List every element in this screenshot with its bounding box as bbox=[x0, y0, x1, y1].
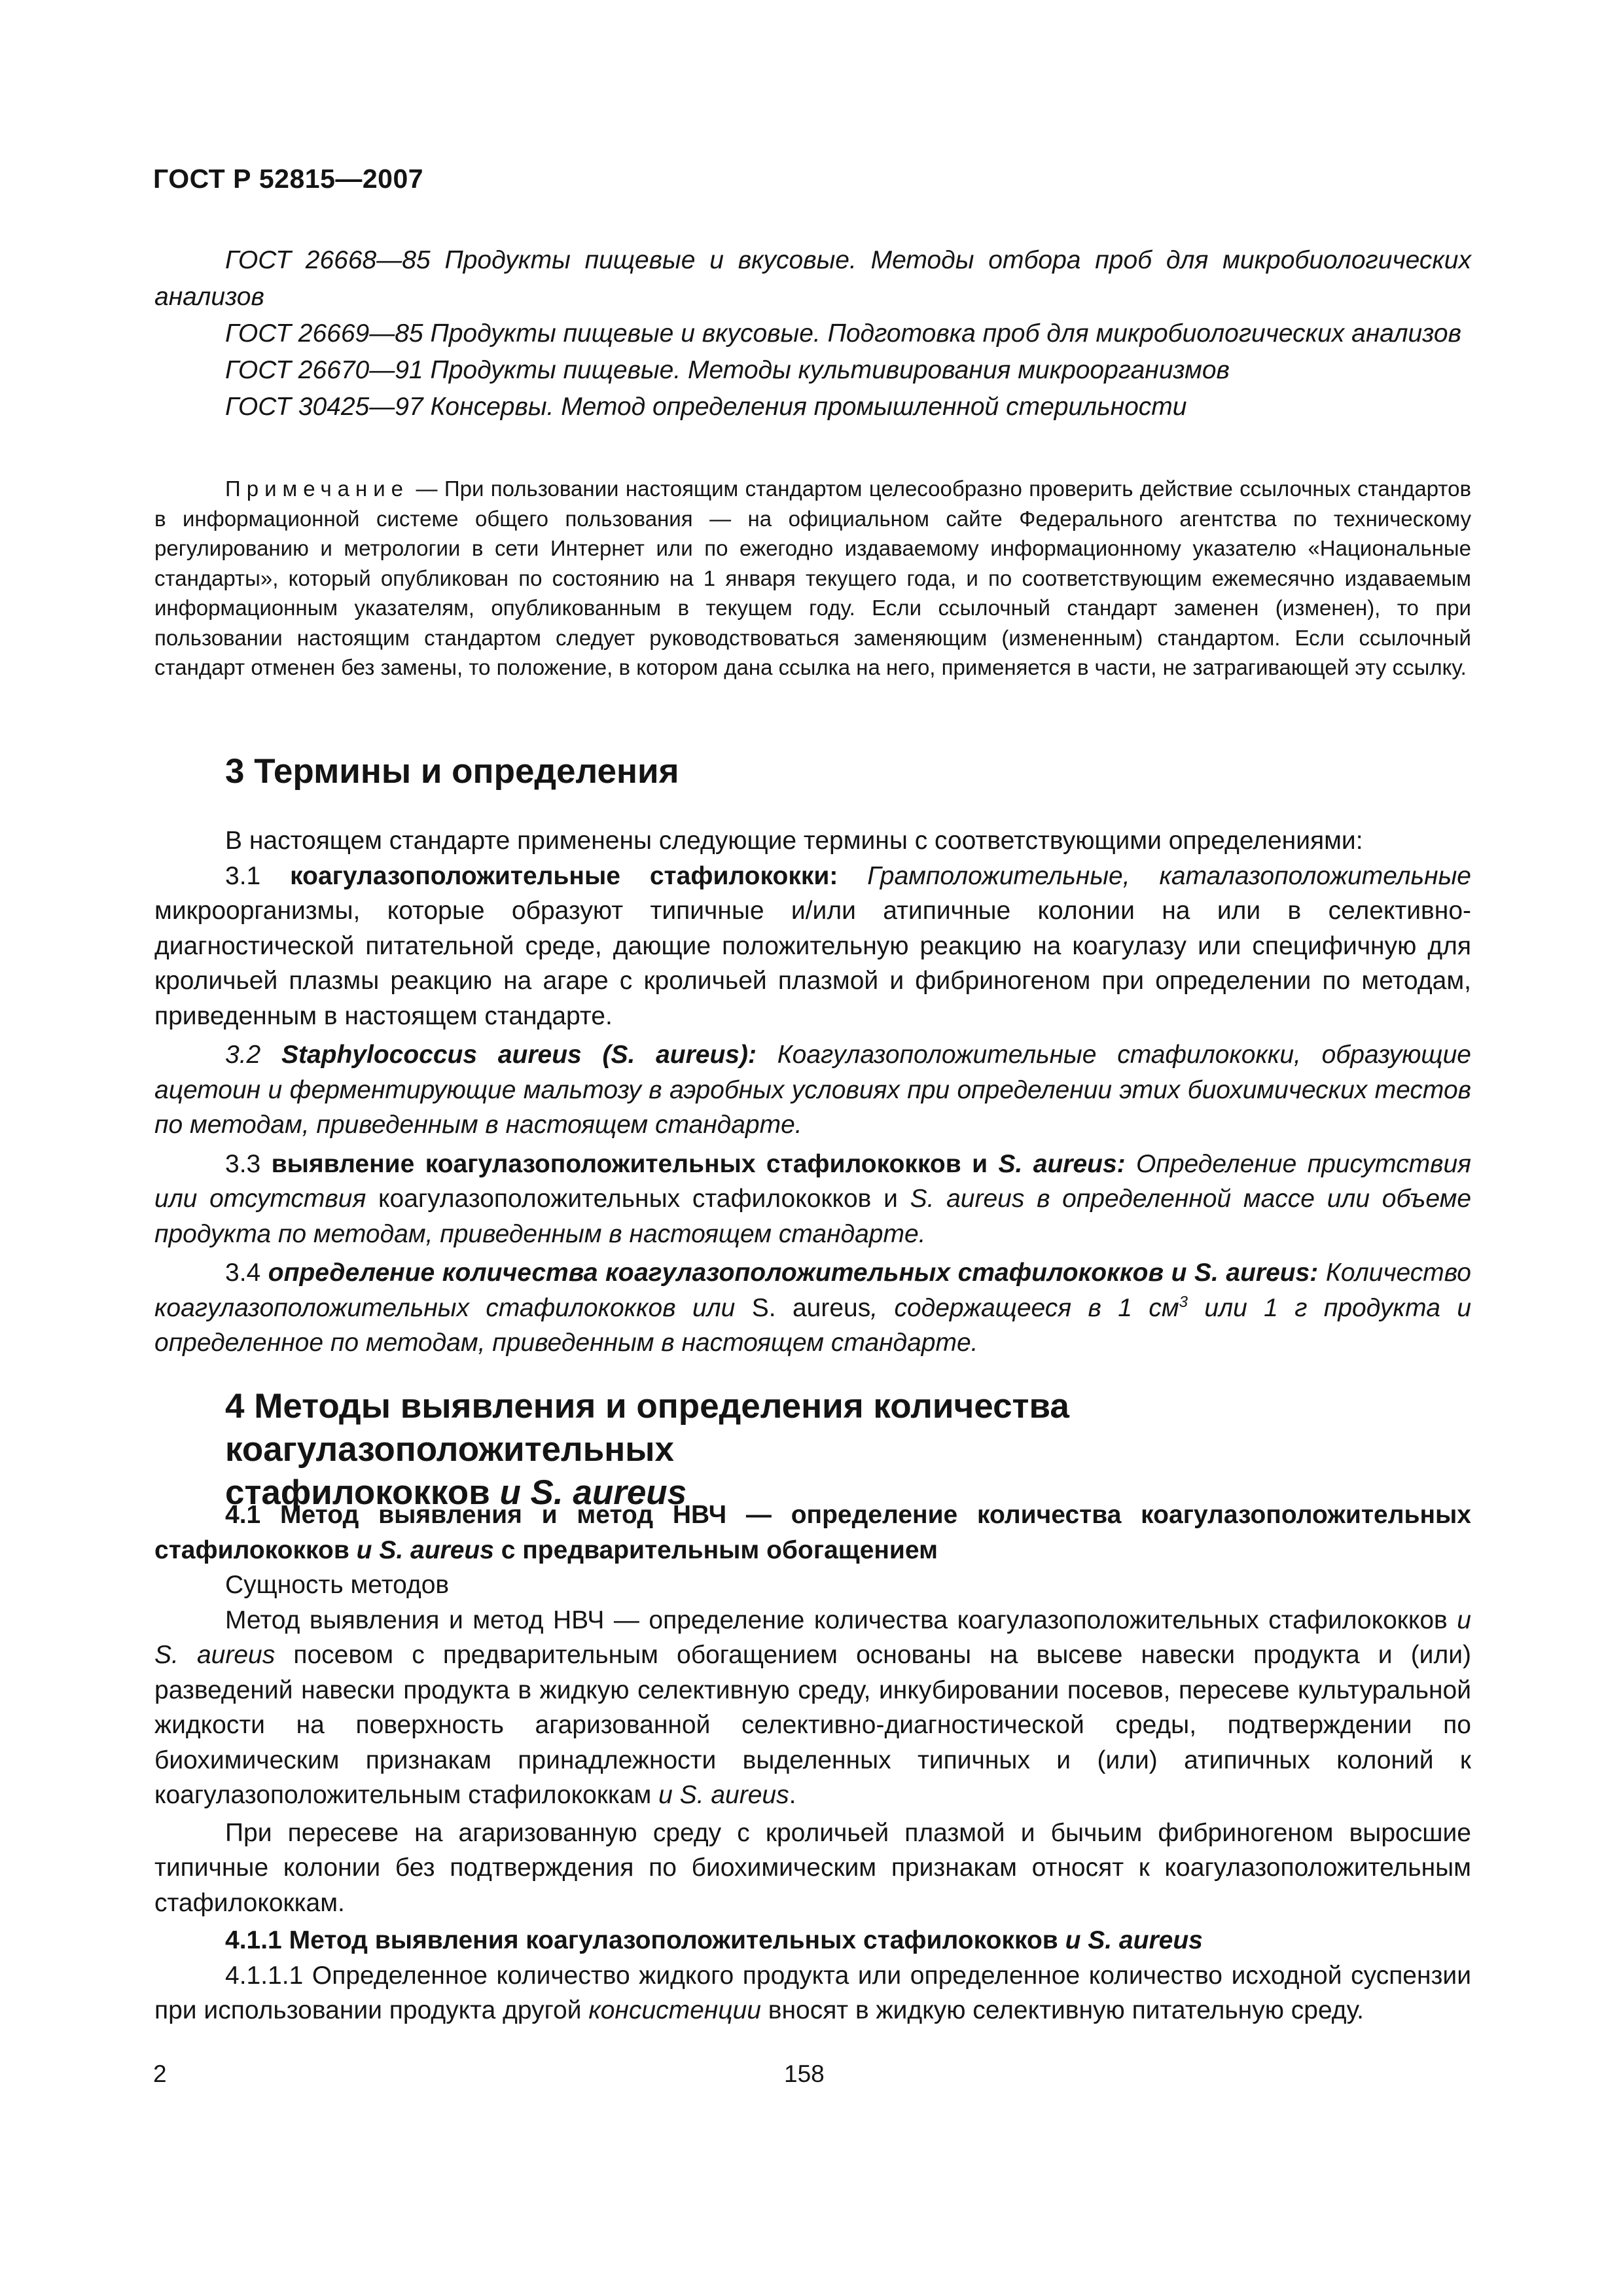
subsection-4-1-title: 4.1 Метод выявления и метод НВЧ — определение количества коагулазоположительных стафилококков и S. aureus с предварительным обогащением bbox=[154, 1501, 1471, 1564]
reference-item: ГОСТ 26670—91 Продукты пищевые. Методы культивирования микроорганизмов bbox=[225, 356, 1230, 384]
document-header: ГОСТ Р 52815—2007 bbox=[153, 164, 424, 194]
section-3-intro: В настоящем стандарте применены следующие термины с соответствующими определениями: bbox=[225, 827, 1363, 855]
essence-heading: Сущность методов bbox=[225, 1571, 450, 1599]
section-3-body bbox=[154, 823, 1471, 1361]
term-3-2: 3.2 Staphylococcus aureus (S. aureus): Коагулазоположительные стафилококки, образующие ацетоин и ферментирующие мальтозу в аэробных условиях при определении этих биохимических тестов по методам, приведенным в настоящем стандарте. bbox=[154, 1041, 1471, 1139]
section-3-title: 3 Термины и определения bbox=[225, 752, 679, 791]
note-label: Примечание bbox=[225, 476, 410, 501]
subsection-4-1-1-title: 4.1.1 Метод выявления коагулазоположительных стафилококков и S. aureus bbox=[225, 1926, 1203, 1954]
references-list bbox=[154, 242, 1471, 425]
term-3-1: 3.1 коагулазоположительные стафилококки: Грамположительные, каталазоположительные микроорганизмы, которые образуют типичные и/или атипичные колонии на или в селективно-диагностической питательной среде, дающие положительную реакцию на коагулазу или специфичную для кроличьей плазмы реакцию на агаре с кроличьей плазмой и фибриногеном при определении по методам, приведенным в настоящем стандарте. bbox=[154, 861, 1471, 1030]
reference-item: ГОСТ 26669—85 Продукты пищевые и вкусовые. Подготовка проб для микробиологических анализов bbox=[225, 319, 1461, 348]
section-4-body bbox=[154, 1498, 1471, 2028]
paragraph: При пересеве на агаризованную среду с кроличьей плазмой и бычьим фибриногеном выросшие типичные колонии без подтверждения по биохимическим признакам относят к коагулазоположительным стафилококкам. bbox=[154, 1818, 1471, 1917]
paragraph: 4.1.1.1 Определенное количество жидкого продукта или определенное количество исходной суспензии при использовании продукта другой консистенции вносят в жидкую селективную питательную среду. bbox=[154, 1961, 1471, 2024]
reference-item: ГОСТ 26668—85 Продукты пищевые и вкусовые. Методы отбора проб для микробиологических анализов bbox=[154, 246, 1471, 311]
sheet-number: 158 bbox=[784, 2060, 825, 2087]
note-block bbox=[154, 474, 1471, 683]
term-3-4: 3.4 определение количества коагулазоположительных стафилококков и S. aureus: Количество коагулазоположительных стафилококков или S. aureus, содержащееся в 1 $см^3$ или 1 г продукта и определенное по методам, приведенным в настоящем стандарте. bbox=[154, 1259, 1472, 1357]
reference-item: ГОСТ 30425—97 Консервы. Метод определения промышленной стерильности bbox=[225, 393, 1187, 421]
page-number: 2 bbox=[153, 2060, 167, 2087]
paragraph: Метод выявления и метод НВЧ — определение количества коагулазоположительных стафилококков и S. aureus посевом с предварительным обогащением основаны на высеве навески продукта и (или) разведений навески продукта в жидкую селективную среду, инкубировании посевов, пересеве культуральной жидкости на поверхность агаризованной селективно-диагностической среды, подтверждении по биохимическим признакам принадлежности выделенных типичных и (или) атипичных колоний к коагулазоположительным стафилококкам и S. aureus. bbox=[154, 1605, 1471, 1809]
note-text: — При пользовании настоящим стандартом целесообразно проверить действие ссылочных стандартов в информационной системе общего пользования — на официальном сайте Федерального агентства по техническому регулированию и метрологии в сети Интернет или по ежегодно издаваемому информационному указателю «Национальные стандарты», который опубликован по состоянию на 1 января текущего года, и по соответствующим ежемесячно издаваемым информационным указателям, опубликованным в текущем году. Если ссылочный стандарт заменен (изменен), то при пользовании настоящим стандартом следует руководствоваться заменяющим (измененным) стандартом. Если ссылочный стандарт отменен без замены, то положение, в котором дана ссылка на него, применяется в части, не затрагивающей эту ссылку. bbox=[154, 476, 1471, 679]
term-3-3: 3.3 выявление коагулазоположительных стафилококков и S. aureus: Определение присутствия или отсутствия коагулазоположительных стафилококков и S. aureus в определенной массе или объеме продукта по методам, приведенным в настоящем стандарте. bbox=[154, 1149, 1472, 1248]
section-4-title: 4 Методы выявления и определения количества коагулазоположительных стафилококков и S. aureus bbox=[225, 1387, 1069, 1512]
